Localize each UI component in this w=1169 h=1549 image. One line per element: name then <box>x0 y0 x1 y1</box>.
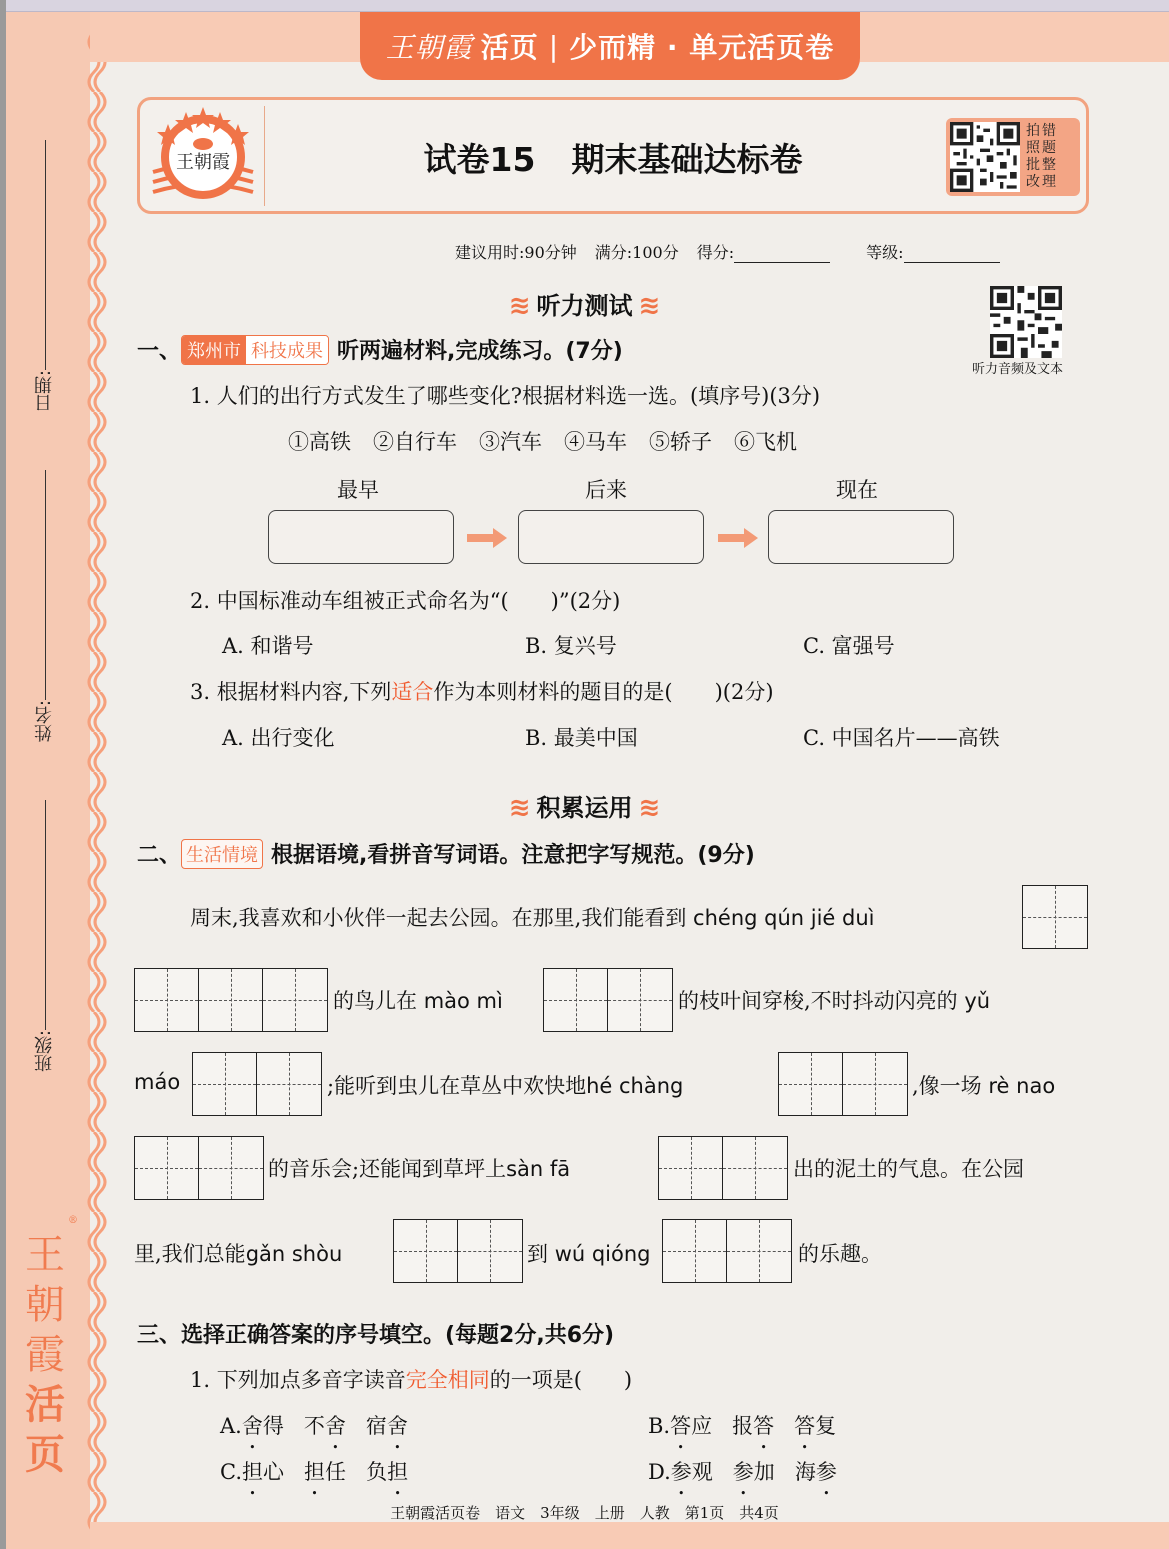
wavy-decoration-icon: ≋ <box>638 291 661 321</box>
writing-grid-yumao[interactable] <box>192 1052 322 1116</box>
listening-heading: 听力测试 <box>536 292 633 320</box>
full-score: 满分:100分 <box>594 243 679 262</box>
class-line <box>45 800 46 1030</box>
option-prefix: B. <box>648 1414 671 1438</box>
dotted-char: 舍 <box>386 1414 408 1438</box>
wavy-decoration-icon: ≋ <box>638 793 661 823</box>
writing-grid-chengqunjiedui-2[interactable] <box>134 968 328 1032</box>
q1-sub1-text: 1. 人们的出行方式发生了哪些变化?根据材料选一选。(填序号)(3分) <box>190 384 821 408</box>
writing-grid-renao[interactable] <box>134 1136 264 1200</box>
word-char: 海 <box>794 1460 816 1484</box>
listening-qr-code-icon[interactable] <box>990 286 1062 358</box>
listening-qr-caption: 听力音频及文本 <box>972 362 1064 377</box>
q1-sub3-text-before: 3. 根据材料内容,下列 <box>190 680 392 704</box>
question-3-title: 三、选择正确答案的序号填空。(每题2分,共6分) <box>137 1323 615 1348</box>
dotted-char: 参 <box>670 1460 692 1484</box>
wavy-decoration-icon: ≋ <box>508 793 531 823</box>
passage-text: 的鸟儿在 <box>333 989 417 1013</box>
class-label: 班级: <box>34 1030 55 1073</box>
grade-label: 等级: <box>866 243 904 262</box>
word-char: 得 <box>262 1414 284 1438</box>
dotted-char: 答 <box>753 1414 775 1438</box>
choice-c[interactable]: C. 富强号 <box>803 634 895 658</box>
writing-grid-wuqiong[interactable] <box>662 1219 792 1283</box>
q3-sub1-text <box>190 1364 632 1394</box>
side-brand-logo <box>20 1215 78 1480</box>
question-tags <box>181 335 329 365</box>
word-char: 复 <box>815 1414 837 1438</box>
passage-text: 到 <box>527 1242 548 1266</box>
banner-brand: 王朝霞 <box>385 31 473 64</box>
date-line <box>45 140 46 370</box>
arrow-right-icon <box>718 528 758 548</box>
option-item: ④马车 <box>564 430 627 454</box>
pinyin: sàn fā <box>506 1157 571 1181</box>
dotted-char: 参 <box>815 1460 837 1484</box>
q1-sub3-text <box>190 676 774 706</box>
exam-meta <box>455 240 1018 263</box>
option-item: ⑥飞机 <box>734 430 797 454</box>
option-a[interactable] <box>220 1410 408 1440</box>
passage-line <box>527 1238 651 1268</box>
pinyin: hé chàng <box>586 1074 684 1098</box>
passage-text: 的乐趣。 <box>798 1242 882 1266</box>
qr-caption-char: 批 <box>1026 157 1040 173</box>
dotted-char: 参 <box>732 1460 754 1484</box>
option-item: ②自行车 <box>373 430 457 454</box>
pinyin: gǎn shòu <box>245 1242 343 1266</box>
choice-a[interactable]: A. 和谐号 <box>222 634 314 658</box>
passage-line <box>678 985 990 1015</box>
wavy-decoration-icon: ≋ <box>508 291 531 321</box>
registered-mark: ® <box>68 1215 78 1226</box>
stage-label-later: 后来 <box>585 478 627 502</box>
passage-text: 周末,我喜欢和小伙伴一起去公园。在那里,我们能看到 <box>190 906 687 930</box>
accumulation-heading: 积累运用 <box>536 794 633 822</box>
pinyin: rè nao <box>988 1074 1056 1098</box>
question-number: 二、 <box>137 843 182 868</box>
title-box <box>137 97 1089 214</box>
tag-topic: 科技成果 <box>246 336 328 364</box>
passage-line <box>190 902 875 932</box>
word-char: 任 <box>325 1460 347 1484</box>
option-prefix: C. <box>220 1460 242 1484</box>
qr-caption-char: 拍 <box>1026 123 1040 139</box>
pinyin: máo <box>134 1070 181 1094</box>
qr-caption-char: 整 <box>1042 157 1056 173</box>
bottom-wave-band <box>90 1522 1169 1549</box>
choice-b[interactable]: B. 最美中国 <box>525 726 638 750</box>
passage-line <box>327 1070 683 1100</box>
question-instruction: 根据语境,看拼音写词语。注意把字写规范。(9分) <box>271 843 755 868</box>
writing-grid-maomi[interactable] <box>543 968 673 1032</box>
qr-caption-char: 改 <box>1026 174 1040 190</box>
pinyin: mào mì <box>423 989 503 1013</box>
writing-grid-chengqunjiedui-1[interactable] <box>1022 885 1088 949</box>
top-edge <box>0 0 1169 12</box>
question-number: 一、 <box>137 339 182 364</box>
passage-line <box>134 1238 342 1268</box>
suggested-time: 建议用时:90分钟 <box>455 243 577 262</box>
answer-box-earliest[interactable] <box>268 510 454 564</box>
passage-text: 的音乐会;还能闻到草坪上 <box>268 1157 507 1181</box>
writing-grid-hechang[interactable] <box>778 1052 908 1116</box>
page-title <box>140 134 1086 181</box>
choice-b[interactable]: B. 复兴号 <box>525 634 617 658</box>
passage-text: ,像一场 <box>912 1074 982 1098</box>
option-prefix: D. <box>648 1460 671 1484</box>
writing-grid-sanfa[interactable] <box>658 1136 788 1200</box>
brand-char: 王 <box>25 1232 65 1278</box>
answer-box-now[interactable] <box>768 510 954 564</box>
brand-char: 朝 <box>25 1282 65 1328</box>
page-footer: 王朝霞活页卷 语文 3年级 上册 人教 第1页 共4页 <box>390 1504 779 1522</box>
passage-text: ;能听到虫儿在草丛中欢快地 <box>327 1074 587 1098</box>
qr-caption-char: 错 <box>1042 123 1056 139</box>
dotted-char: 担 <box>242 1460 263 1484</box>
title-main: 期末基础达标卷 <box>571 140 803 179</box>
dotted-char: 答 <box>794 1414 816 1438</box>
answer-box-later[interactable] <box>518 510 704 564</box>
dotted-char: 答 <box>670 1414 692 1438</box>
option-c[interactable] <box>220 1456 408 1486</box>
arrow-right-icon <box>467 528 507 548</box>
qr-caption-char: 理 <box>1042 174 1056 190</box>
qr-caption <box>1026 123 1056 191</box>
word-char: 心 <box>263 1460 284 1484</box>
banner-separator: | <box>548 29 560 63</box>
tag-region: 郑州市 <box>182 336 246 364</box>
q1-sub2-text: 2. 中国标准动车组被正式命名为“( )”(2分) <box>190 589 621 613</box>
word-char: 观 <box>691 1460 713 1484</box>
stage-label-now: 现在 <box>836 478 878 502</box>
q3-sub1-text-before: 1. 下列加点多音字读音 <box>190 1368 406 1392</box>
word-char: 宿 <box>365 1414 387 1438</box>
name-line <box>45 470 46 700</box>
error-review-qr[interactable] <box>946 118 1080 196</box>
banner-text-left: 活页 <box>480 31 539 64</box>
q1-sub3-text-after: 作为本则材料的题目的是( )(2分) <box>433 680 774 704</box>
passage-text: 出的泥土的气息。在公园 <box>793 1157 1024 1181</box>
pinyin: wú qióng <box>554 1242 651 1266</box>
brand-char: 页 <box>25 1432 65 1478</box>
q3-sub1-text-after: 的一项是( ) <box>489 1368 633 1392</box>
question-1-title <box>137 334 623 365</box>
stage-label-earliest: 最早 <box>337 478 379 502</box>
grade-blank[interactable] <box>904 245 1000 263</box>
banner-text-right: 少而精 · 单元活页卷 <box>569 31 835 64</box>
name-label: 姓名: <box>34 700 55 743</box>
brand-char: 霞 <box>25 1332 65 1378</box>
brand-char: 活 <box>25 1382 65 1428</box>
tag-context: 生活情境 <box>181 839 263 869</box>
pinyin: yǔ <box>964 989 991 1013</box>
dotted-char: 舍 <box>324 1414 346 1438</box>
name-field[interactable] <box>30 470 60 742</box>
choice-a[interactable]: A. 出行变化 <box>222 726 335 750</box>
q3-sub1-highlight: 完全相同 <box>405 1368 490 1392</box>
pinyin: chéng qún jié duì <box>693 906 875 930</box>
score-blank[interactable] <box>734 245 830 263</box>
option-d[interactable] <box>648 1456 837 1486</box>
passage-text: 的枝叶间穿梭,不时抖动闪亮的 <box>678 989 958 1013</box>
word-char: 加 <box>753 1460 775 1484</box>
class-field[interactable] <box>30 800 60 1072</box>
date-field[interactable] <box>30 140 60 412</box>
dotted-char: 舍 <box>241 1414 263 1438</box>
writing-grid-ganshou[interactable] <box>393 1219 523 1283</box>
option-prefix: A. <box>220 1414 242 1438</box>
top-banner <box>360 12 860 80</box>
word-char: 应 <box>691 1414 713 1438</box>
question-instruction: 听两遍材料,完成练习。(7分) <box>337 339 623 364</box>
passage-line <box>268 1153 570 1183</box>
dotted-char: 担 <box>304 1460 326 1484</box>
option-b[interactable] <box>648 1410 836 1440</box>
passage-text: 里,我们总能 <box>134 1242 246 1266</box>
date-label: 日期: <box>34 370 55 413</box>
choice-c[interactable]: C. 中国名片——高铁 <box>803 726 1000 750</box>
option-item: ⑤轿子 <box>649 430 712 454</box>
title-prefix: 试卷15 <box>423 140 536 179</box>
q1-sub1-options <box>288 426 797 456</box>
score-label: 得分: <box>696 243 735 262</box>
dotted-char: 担 <box>387 1460 409 1484</box>
question-2-title <box>137 838 755 869</box>
word-char: 报 <box>732 1414 754 1438</box>
qr-code-icon <box>950 122 1020 192</box>
qr-caption-char: 照 <box>1026 140 1040 156</box>
logo-text: 王朝霞 <box>176 152 230 173</box>
qr-caption-char: 题 <box>1042 140 1056 156</box>
word-char: 不 <box>303 1414 325 1438</box>
passage-line <box>333 985 503 1015</box>
option-item: ③汽车 <box>479 430 542 454</box>
wavy-border-icon <box>80 12 110 1549</box>
section-heading-accumulation <box>0 788 1169 823</box>
option-item: ①高铁 <box>288 430 351 454</box>
q1-sub3-highlight: 适合 <box>391 680 434 704</box>
passage-line <box>912 1070 1055 1100</box>
word-char: 负 <box>366 1460 388 1484</box>
